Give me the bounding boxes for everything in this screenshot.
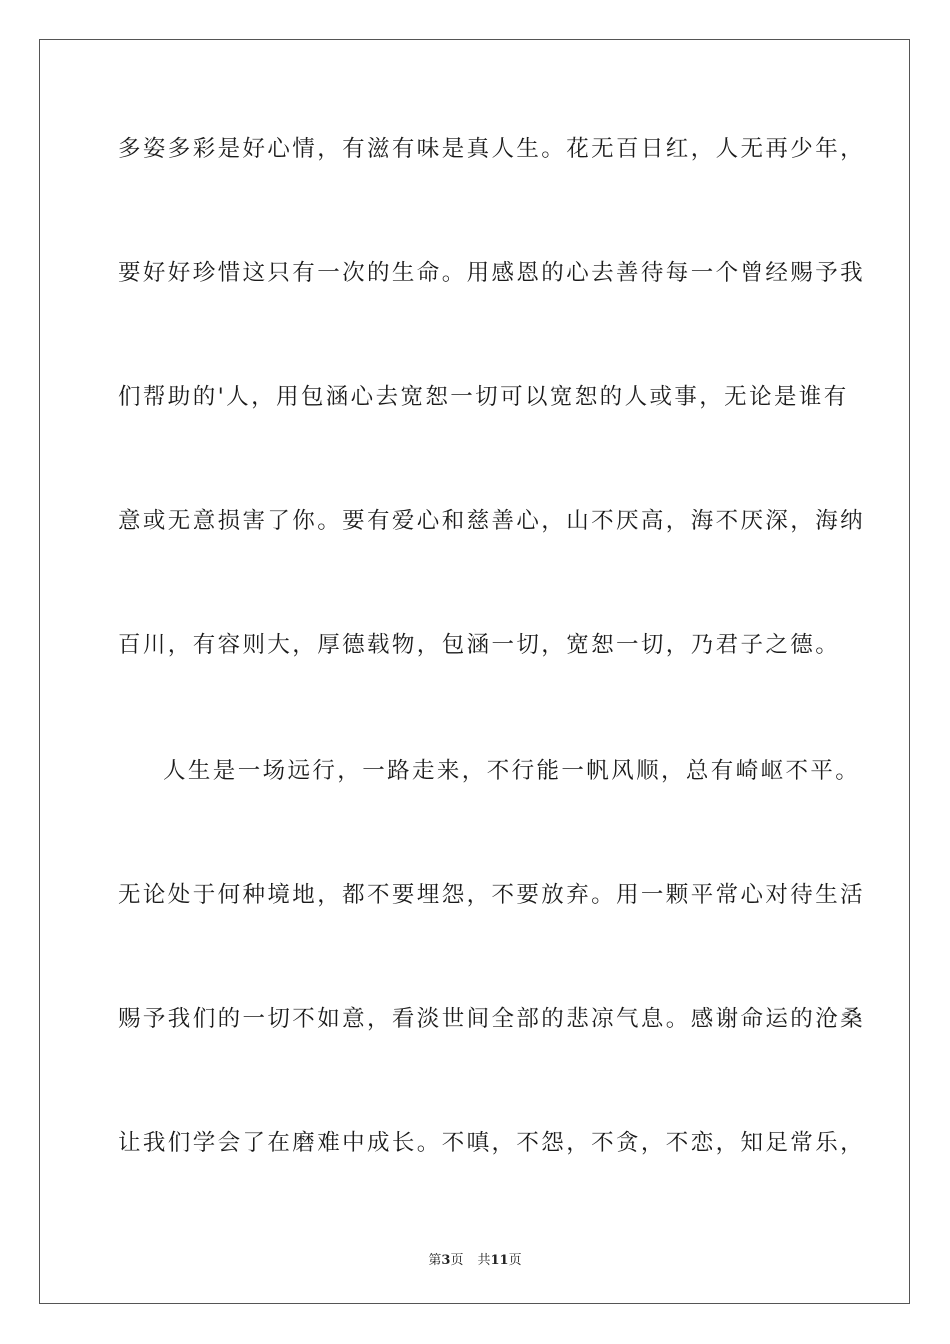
text-line-4: 意或无意损害了你。要有爱心和慈善心，山不厌高，海不厌深，海纳 <box>118 508 866 534</box>
text-line-2: 要好好珍惜这只有一次的生命。用感恩的心去善待每一个曾经赐予我 <box>118 260 866 286</box>
total-prefix: 共 <box>477 1253 491 1268</box>
total-pages: 11 <box>490 1253 509 1268</box>
page-suffix: 页 <box>450 1253 464 1268</box>
text-line-9: 让我们学会了在磨难中成长。不嗔，不怨，不贪，不恋，知足常乐， <box>118 1130 866 1156</box>
page-footer <box>0 1249 950 1268</box>
text-line-8: 赐予我们的一切不如意，看淡世间全部的悲凉气息。感谢命运的沧桑 <box>118 1006 866 1032</box>
page-border <box>39 39 910 1304</box>
paragraph-2-first-line: 人生是一场远行，一路走来，不行能一帆风顺，总有崎岖不平。 <box>163 758 861 784</box>
total-suffix: 页 <box>508 1253 522 1268</box>
text-line-7: 无论处于何种境地，都不要埋怨，不要放弃。用一颗平常心对待生活 <box>118 882 866 908</box>
text-line-1: 多姿多彩是好心情，有滋有味是真人生。花无百日红，人无再少年， <box>118 136 866 162</box>
page-number: 3 <box>441 1253 451 1268</box>
text-line-3: 们帮助的'人，用包涵心去宽恕一切可以宽恕的人或事，无论是谁有 <box>118 384 849 410</box>
page-prefix: 第 <box>428 1253 442 1268</box>
text-line-5: 百川，有容则大，厚德载物，包涵一切，宽恕一切，乃君子之德。 <box>118 632 841 658</box>
